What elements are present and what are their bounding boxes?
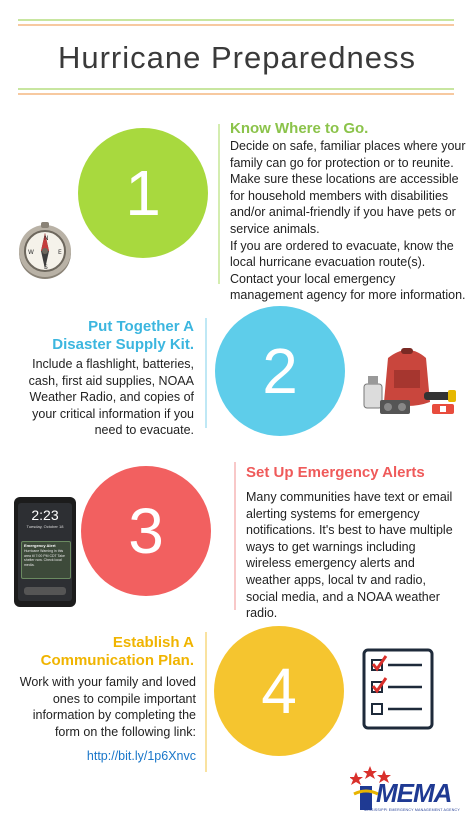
compass-icon (14, 220, 76, 282)
phone-screen (18, 503, 72, 601)
supply-kit-icon (360, 340, 460, 420)
step-3-number: 3 (128, 495, 164, 567)
phone-date: Tuesday, October 18 (26, 524, 64, 529)
checklist-icon (362, 648, 434, 730)
step-4-divider (205, 632, 207, 772)
step-4-number: 4 (261, 655, 297, 727)
mema-logo-subtext: MISSISSIPPI EMERGENCY MANAGEMENT AGENCY (364, 808, 460, 812)
phone-alert-box (21, 541, 71, 579)
step-2-divider (205, 318, 207, 428)
top-rule-orange (18, 24, 454, 26)
bottom-rule-green (18, 88, 454, 90)
step-4-title-line1: Establish A (112, 634, 194, 651)
step-1-number: 1 (125, 157, 161, 229)
step-1-title: Know Where to Go. (230, 120, 369, 137)
top-rule-green (18, 19, 454, 21)
step-2-title (18, 318, 194, 354)
phone-alert-title: Emergency Alert (24, 543, 56, 548)
step-2-title-line1: Put Together A (88, 318, 194, 335)
svg-text:S: S (44, 264, 48, 271)
step-1-divider (218, 124, 220, 284)
mema-logo (350, 764, 462, 820)
step-4-text: Work with your family and loved ones to compile important information by completing the form on the following link: (19, 675, 196, 739)
step-4-circle (214, 626, 344, 756)
phone-time: 2:23 (31, 507, 59, 523)
step-1-circle (78, 128, 208, 258)
form-link[interactable]: http://bit.ly/1p6Xnvc (86, 749, 196, 763)
svg-text:W: W (28, 249, 34, 256)
step-3-divider (234, 462, 236, 610)
svg-text:N: N (44, 235, 49, 242)
phone-alert-text: Hurricane Warning in this area til 7:00 PM CDT Take shelter now. Check local media. (24, 549, 65, 567)
step-2-number: 2 (262, 335, 298, 407)
phone-slider (24, 587, 66, 595)
svg-text:E: E (58, 249, 62, 256)
step-2-text: Include a flashlight, batteries, cash, first aid supplies, NOAA Weather Radio, and copies of your critical information if you need to evacuate. (28, 357, 194, 438)
step-2-circle (215, 306, 345, 436)
step-3-title: Set Up Emergency Alerts (246, 464, 425, 481)
step-3-text: Many communities have text or email alerting systems for emergency notifications. It's best to have multiple ways to get warnings including wireless emergency alerts and weather apps, local tv and radio, social media, and a NOAA weather radio. (246, 490, 453, 621)
step-3-circle (81, 466, 211, 596)
phone-alert-icon (14, 497, 76, 607)
step-1-text: Decide on safe, familiar places where your family can go for protection or to reunite. Make sure these locations are accessible for household members with disabilities and/or animal-friendly if you have pets or service animals. If you are ordered to evacuate, know the local hurricane evacuation route(s). Contact your local emergency management agency for more information. (230, 139, 466, 303)
mema-logo-text: MEMA (376, 778, 452, 808)
step-2-title-line2: Disaster Supply Kit. (52, 336, 194, 353)
bottom-rule-orange (18, 93, 454, 95)
step-4-title (18, 634, 194, 670)
page-title: Hurricane Preparedness (57, 40, 416, 75)
step-4-title-line2: Communication Plan. (40, 652, 194, 669)
